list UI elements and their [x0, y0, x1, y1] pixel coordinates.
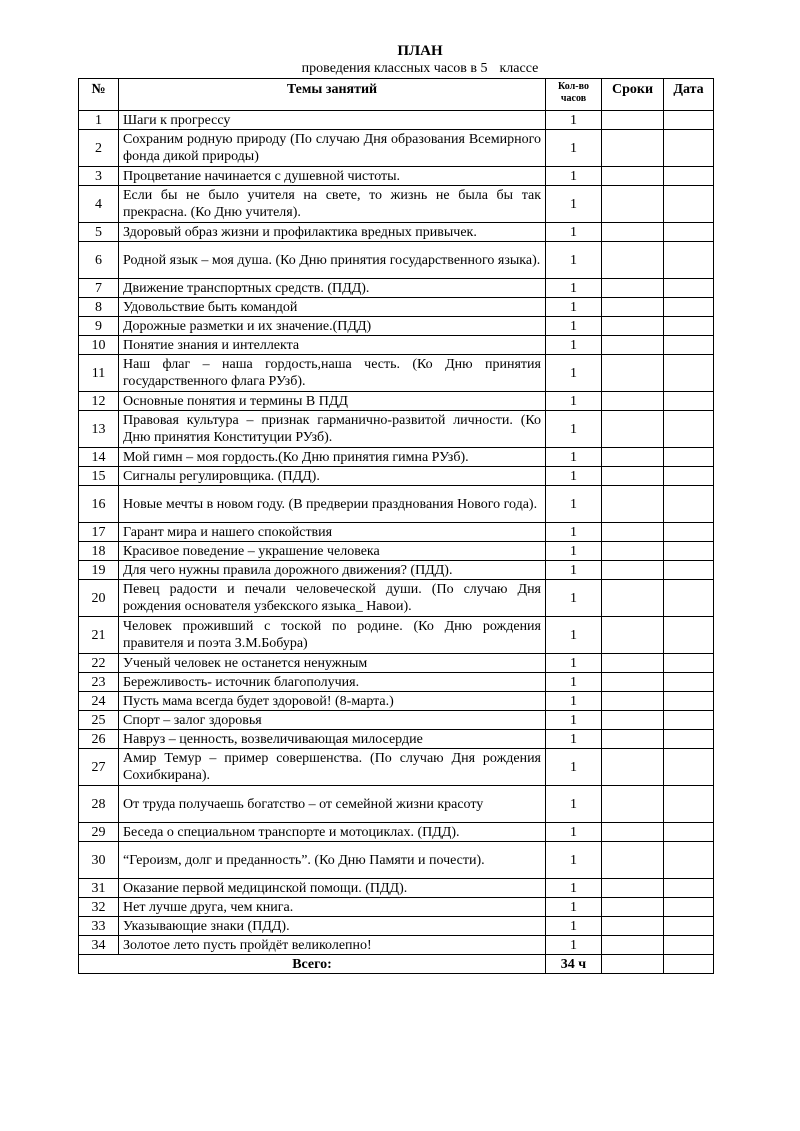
total-date-cell [664, 955, 714, 974]
row-terms-cell [602, 167, 664, 186]
row-topic: От труда получаешь богатство – от семейной жизни красоту [119, 786, 546, 823]
row-number: 15 [79, 467, 119, 486]
row-number: 7 [79, 279, 119, 298]
row-terms-cell [602, 561, 664, 580]
row-hours: 1 [546, 223, 602, 242]
row-terms-cell [602, 580, 664, 617]
row-hours: 1 [546, 486, 602, 523]
row-hours: 1 [546, 711, 602, 730]
row-terms-cell [602, 654, 664, 673]
row-topic: Правовая культура – признак гарманично-развитой личности. (Ко Дню принятия Конституции РУзб). [119, 411, 546, 448]
row-hours: 1 [546, 673, 602, 692]
row-number: 17 [79, 523, 119, 542]
row-hours: 1 [546, 523, 602, 542]
row-hours: 1 [546, 730, 602, 749]
row-terms-cell [602, 730, 664, 749]
row-topic: Человек проживший с тоской по родине. (Ко Дню рождения правителя и поэта З.М.Бобура) [119, 617, 546, 654]
row-terms-cell [602, 749, 664, 786]
row-terms-cell [602, 842, 664, 879]
row-number: 26 [79, 730, 119, 749]
row-hours: 1 [546, 317, 602, 336]
table-total-row [79, 955, 714, 974]
row-terms-cell [602, 186, 664, 223]
row-terms-cell [602, 523, 664, 542]
row-date-cell [664, 317, 714, 336]
row-date-cell [664, 448, 714, 467]
hours-header-line1: Кол-во [558, 81, 589, 92]
hours-header-line2: часов [560, 93, 587, 104]
row-number: 9 [79, 317, 119, 336]
table-row [79, 654, 714, 673]
row-terms-cell [602, 355, 664, 392]
table-row [79, 486, 714, 523]
table-row [79, 898, 714, 917]
table-row [79, 786, 714, 823]
row-topic: Нет лучше друга, чем книга. [119, 898, 546, 917]
row-number: 28 [79, 786, 119, 823]
row-terms-cell [602, 898, 664, 917]
table-row [79, 711, 714, 730]
row-terms-cell [602, 692, 664, 711]
table-row [79, 917, 714, 936]
row-hours: 1 [546, 392, 602, 411]
row-hours: 1 [546, 898, 602, 917]
table-row [79, 130, 714, 167]
row-number: 34 [79, 936, 119, 955]
row-date-cell [664, 842, 714, 879]
row-terms-cell [602, 467, 664, 486]
row-date-cell [664, 749, 714, 786]
row-date-cell [664, 467, 714, 486]
document-subtitle [0, 60, 800, 78]
column-header-hours [546, 79, 602, 111]
row-topic: Навруз – ценность, возвеличивающая милосердие [119, 730, 546, 749]
row-hours: 1 [546, 355, 602, 392]
row-topic: Гарант мира и нашего спокойствия [119, 523, 546, 542]
table-row [79, 673, 714, 692]
row-date-cell [664, 692, 714, 711]
row-terms-cell [602, 617, 664, 654]
row-hours: 1 [546, 936, 602, 955]
row-number: 18 [79, 542, 119, 561]
row-number: 13 [79, 411, 119, 448]
table-row [79, 749, 714, 786]
row-terms-cell [602, 936, 664, 955]
table-row [79, 580, 714, 617]
row-topic: Удовольствие быть командой [119, 298, 546, 317]
table-row [79, 523, 714, 542]
lesson-plan-table [78, 78, 714, 974]
table-row [79, 392, 714, 411]
row-date-cell [664, 242, 714, 279]
row-terms-cell [602, 448, 664, 467]
row-topic: Здоровый образ жизни и профилактика вредных привычек. [119, 223, 546, 242]
table-body [79, 111, 714, 955]
row-number: 16 [79, 486, 119, 523]
row-number: 6 [79, 242, 119, 279]
total-terms-cell [602, 955, 664, 974]
total-label: Всего: [79, 955, 546, 974]
table-row [79, 186, 714, 223]
row-date-cell [664, 654, 714, 673]
row-terms-cell [602, 392, 664, 411]
row-terms-cell [602, 673, 664, 692]
row-number: 21 [79, 617, 119, 654]
row-date-cell [664, 561, 714, 580]
row-date-cell [664, 392, 714, 411]
row-date-cell [664, 355, 714, 392]
row-date-cell [664, 673, 714, 692]
row-number: 25 [79, 711, 119, 730]
column-header-terms: Сроки [602, 79, 664, 111]
row-hours: 1 [546, 111, 602, 130]
row-topic: Новые мечты в новом году. (В предверии празднования Нового года). [119, 486, 546, 523]
row-hours: 1 [546, 786, 602, 823]
row-date-cell [664, 336, 714, 355]
table-row [79, 467, 714, 486]
row-date-cell [664, 823, 714, 842]
row-terms-cell [602, 823, 664, 842]
row-topic: Шаги к прогрессу [119, 111, 546, 130]
table-row [79, 336, 714, 355]
row-number: 8 [79, 298, 119, 317]
row-topic: “Героизм, долг и преданность”. (Ко Дню Памяти и почести). [119, 842, 546, 879]
row-hours: 1 [546, 411, 602, 448]
row-topic: Мой гимн – моя гордость.(Ко Дню принятия гимна РУзб). [119, 448, 546, 467]
row-topic: Спорт – залог здоровья [119, 711, 546, 730]
row-date-cell [664, 580, 714, 617]
row-topic: Бережливость- источник благополучия. [119, 673, 546, 692]
row-number: 2 [79, 130, 119, 167]
row-topic: Сохраним родную природу (По случаю Дня образования Всемирного фонда дикой природы) [119, 130, 546, 167]
row-date-cell [664, 130, 714, 167]
row-topic: Оказание первой медицинской помощи. (ПДД). [119, 879, 546, 898]
row-date-cell [664, 186, 714, 223]
row-number: 14 [79, 448, 119, 467]
row-terms-cell [602, 336, 664, 355]
table-row [79, 823, 714, 842]
row-date-cell [664, 917, 714, 936]
row-number: 19 [79, 561, 119, 580]
row-topic: Красивое поведение – украшение человека [119, 542, 546, 561]
row-number: 3 [79, 167, 119, 186]
row-number: 22 [79, 654, 119, 673]
row-hours: 1 [546, 580, 602, 617]
row-number: 30 [79, 842, 119, 879]
table-header-row [79, 79, 714, 111]
row-hours: 1 [546, 823, 602, 842]
total-hours: 34 ч [546, 955, 602, 974]
table-row [79, 842, 714, 879]
row-topic: Беседа о специальном транспорте и мотоциклах. (ПДД). [119, 823, 546, 842]
row-terms-cell [602, 242, 664, 279]
table-row [79, 298, 714, 317]
table-row [79, 561, 714, 580]
row-hours: 1 [546, 654, 602, 673]
row-date-cell [664, 167, 714, 186]
row-date-cell [664, 730, 714, 749]
row-number: 27 [79, 749, 119, 786]
row-date-cell [664, 617, 714, 654]
row-number: 20 [79, 580, 119, 617]
row-number: 4 [79, 186, 119, 223]
row-date-cell [664, 523, 714, 542]
row-topic: Понятие знания и интеллекта [119, 336, 546, 355]
row-number: 11 [79, 355, 119, 392]
subtitle-text-part2: классе [499, 61, 539, 76]
row-hours: 1 [546, 842, 602, 879]
row-hours: 1 [546, 298, 602, 317]
row-terms-cell [602, 111, 664, 130]
table-row [79, 730, 714, 749]
table-row [79, 167, 714, 186]
row-number: 5 [79, 223, 119, 242]
row-topic: Амир Темур – пример совершенства. (По случаю Дня рождения Сохибкирана). [119, 749, 546, 786]
row-date-cell [664, 223, 714, 242]
row-topic: Движение транспортных средств. (ПДД). [119, 279, 546, 298]
row-terms-cell [602, 411, 664, 448]
table-row [79, 411, 714, 448]
row-hours: 1 [546, 336, 602, 355]
row-topic: Указывающие знаки (ПДД). [119, 917, 546, 936]
row-number: 10 [79, 336, 119, 355]
row-hours: 1 [546, 448, 602, 467]
row-topic: Золотое лето пусть пройдёт великолепно! [119, 936, 546, 955]
table-row [79, 879, 714, 898]
row-topic: Певец радости и печали человеческой души. (По случаю Дня рождения основателя узбекского языка_ Навои). [119, 580, 546, 617]
row-date-cell [664, 711, 714, 730]
row-date-cell [664, 111, 714, 130]
row-hours: 1 [546, 186, 602, 223]
row-terms-cell [602, 879, 664, 898]
row-terms-cell [602, 298, 664, 317]
row-date-cell [664, 936, 714, 955]
row-date-cell [664, 411, 714, 448]
column-header-topics: Темы занятий [119, 79, 546, 111]
table-row [79, 617, 714, 654]
row-terms-cell [602, 711, 664, 730]
row-terms-cell [602, 317, 664, 336]
row-topic: Родной язык – моя душа. (Ко Дню принятия государственного языка). [119, 242, 546, 279]
row-topic: Для чего нужны правила дорожного движения? (ПДД). [119, 561, 546, 580]
row-terms-cell [602, 542, 664, 561]
row-date-cell [664, 898, 714, 917]
row-hours: 1 [546, 542, 602, 561]
table-row [79, 542, 714, 561]
row-number: 29 [79, 823, 119, 842]
row-topic: Наш флаг – наша гордость,наша честь. (Ко Дню принятия государственного флага РУзб). [119, 355, 546, 392]
row-hours: 1 [546, 242, 602, 279]
row-date-cell [664, 298, 714, 317]
table-row [79, 448, 714, 467]
table-row [79, 279, 714, 298]
row-topic: Процветание начинается с душевной чистоты. [119, 167, 546, 186]
row-hours: 1 [546, 617, 602, 654]
row-topic: Если бы не было учителя на свете, то жизнь не была бы так прекрасна. (Ко Дню учителя). [119, 186, 546, 223]
row-hours: 1 [546, 561, 602, 580]
row-terms-cell [602, 486, 664, 523]
document-title: ПЛАН [397, 43, 443, 59]
row-hours: 1 [546, 279, 602, 298]
row-number: 24 [79, 692, 119, 711]
row-terms-cell [602, 917, 664, 936]
subtitle-text-part1: проведения классных часов в 5 [301, 61, 488, 76]
table-row [79, 355, 714, 392]
row-number: 23 [79, 673, 119, 692]
row-hours: 1 [546, 130, 602, 167]
table-row [79, 692, 714, 711]
row-topic: Основные понятия и термины В ПДД [119, 392, 546, 411]
row-topic: Дорожные разметки и их значение.(ПДД) [119, 317, 546, 336]
row-number: 32 [79, 898, 119, 917]
row-hours: 1 [546, 879, 602, 898]
table-row [79, 242, 714, 279]
row-hours: 1 [546, 167, 602, 186]
row-number: 12 [79, 392, 119, 411]
row-date-cell [664, 279, 714, 298]
row-topic: Сигналы регулировщика. (ПДД). [119, 467, 546, 486]
row-number: 1 [79, 111, 119, 130]
row-terms-cell [602, 223, 664, 242]
row-number: 31 [79, 879, 119, 898]
row-date-cell [664, 542, 714, 561]
table-row [79, 317, 714, 336]
row-hours: 1 [546, 692, 602, 711]
row-hours: 1 [546, 917, 602, 936]
row-topic: Пусть мама всегда будет здоровой! (8-марта.) [119, 692, 546, 711]
column-header-date: Дата [664, 79, 714, 111]
table-row [79, 936, 714, 955]
row-terms-cell [602, 130, 664, 167]
row-topic: Ученый человек не останется ненужным [119, 654, 546, 673]
row-hours: 1 [546, 467, 602, 486]
row-terms-cell [602, 786, 664, 823]
row-date-cell [664, 486, 714, 523]
row-date-cell [664, 879, 714, 898]
row-date-cell [664, 786, 714, 823]
row-terms-cell [602, 279, 664, 298]
row-hours: 1 [546, 749, 602, 786]
table-row [79, 223, 714, 242]
row-number: 33 [79, 917, 119, 936]
table-row [79, 111, 714, 130]
column-header-number: № [79, 79, 119, 111]
